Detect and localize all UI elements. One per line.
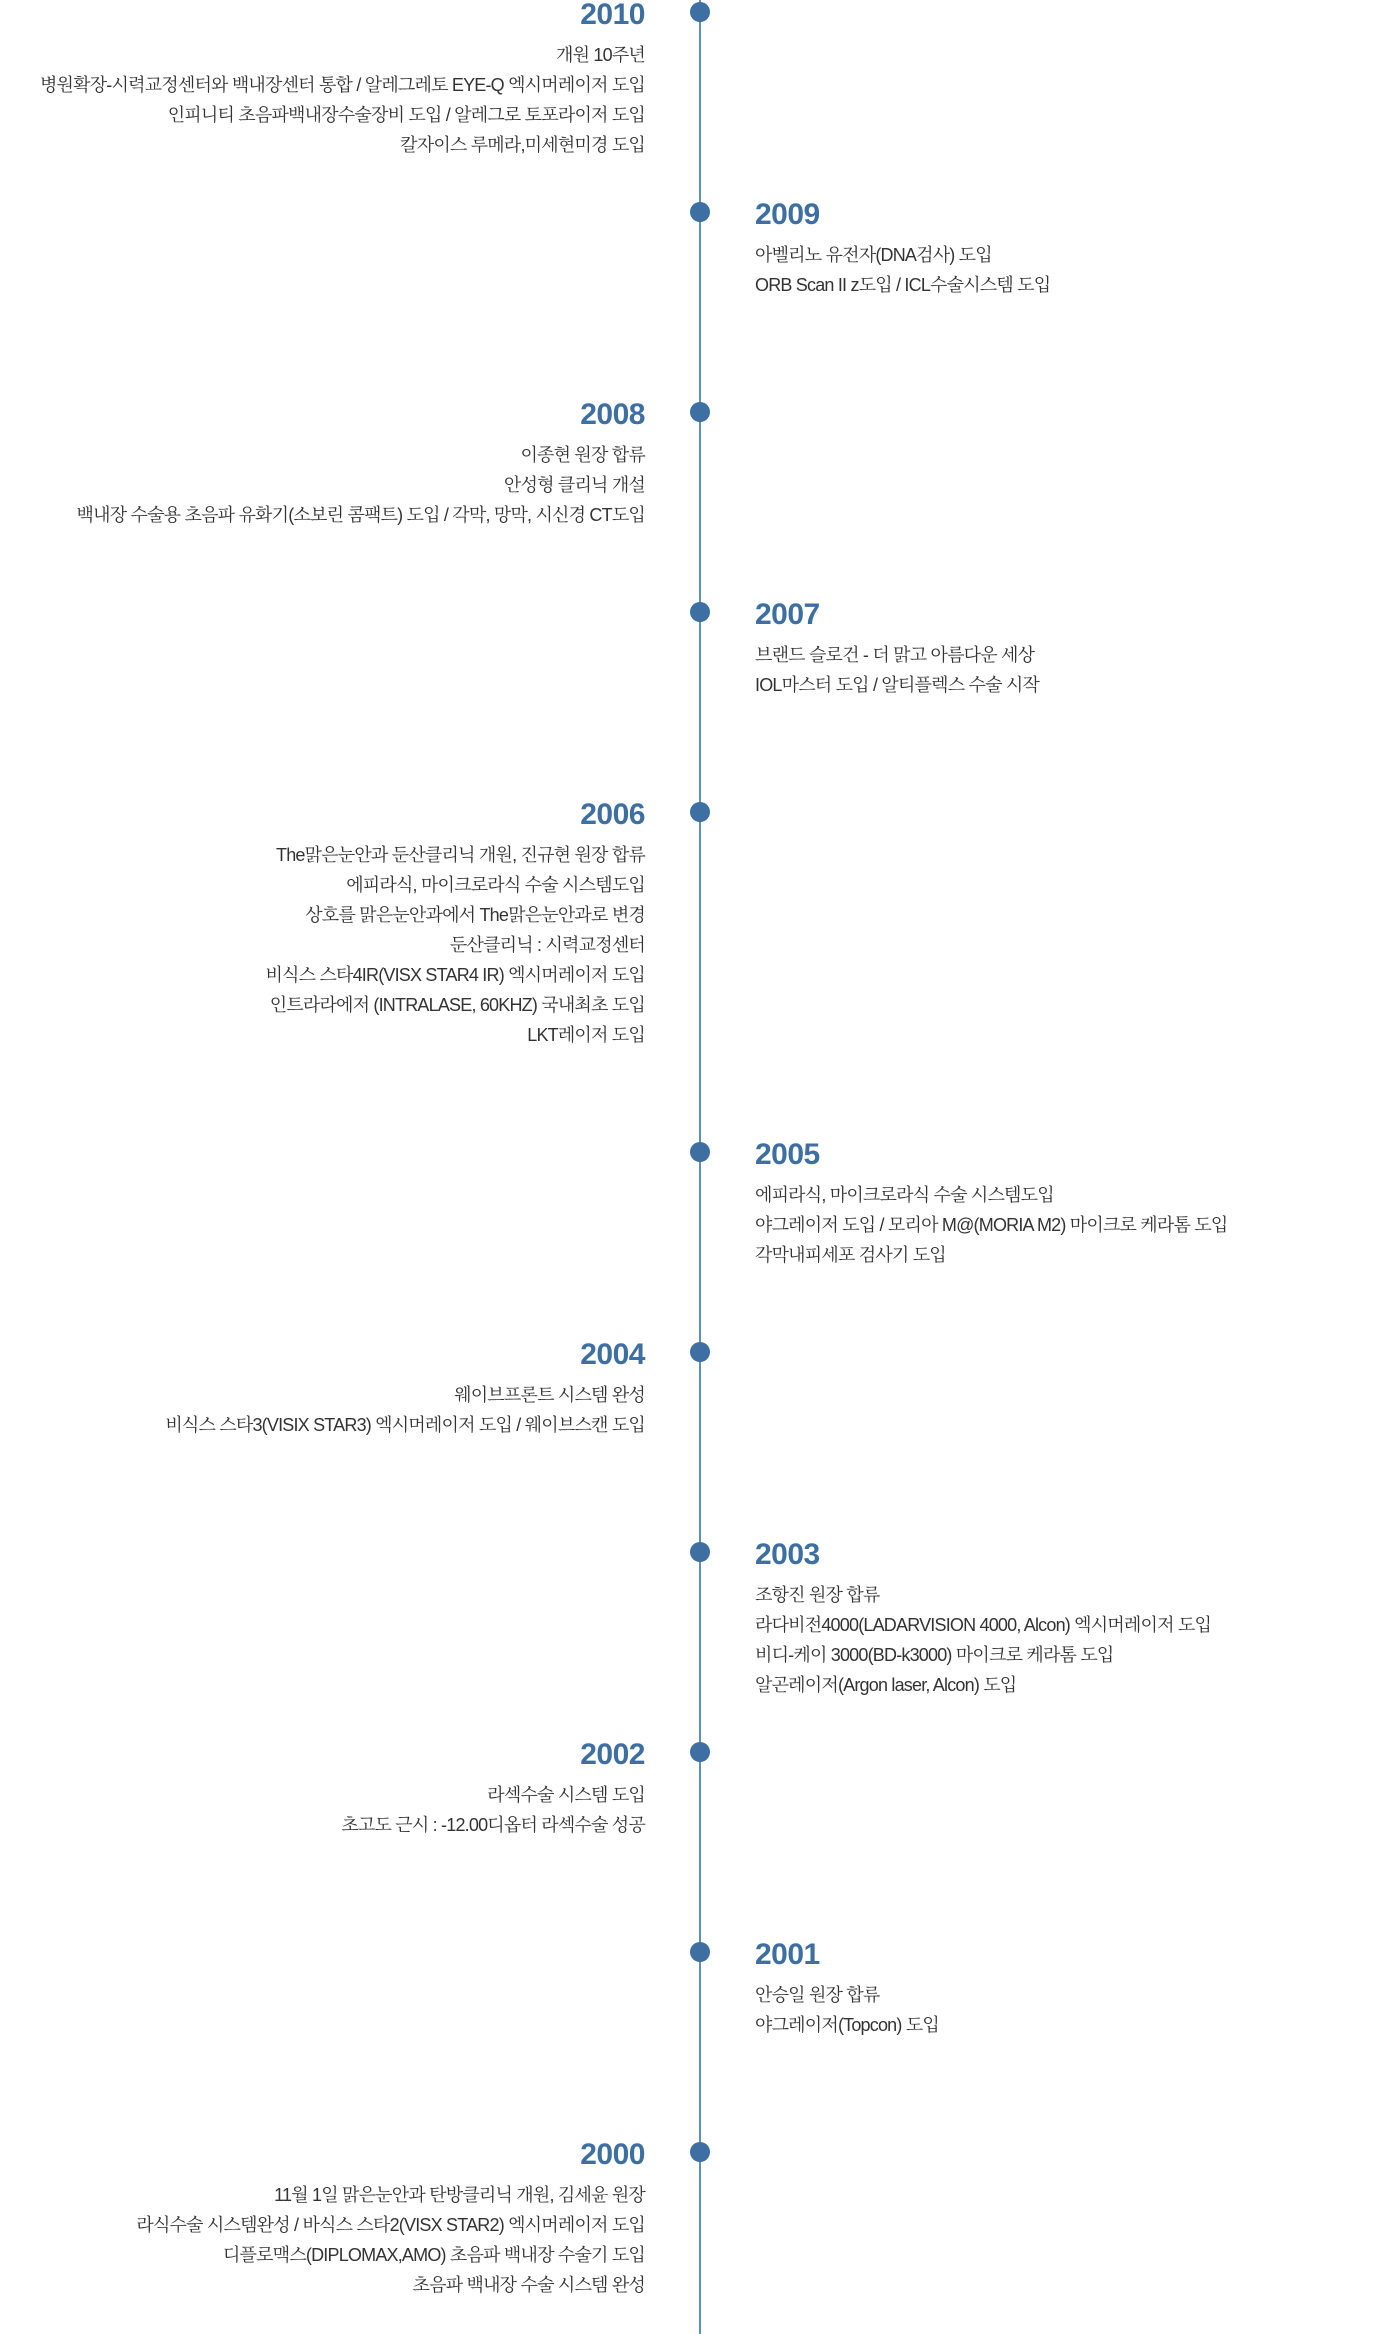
timeline-entry-content [5, 800, 645, 1050]
timeline-entry-content [5, 400, 645, 530]
timeline-item: LKT레이저 도입 [527, 1025, 645, 1045]
timeline-dot-icon [690, 1742, 710, 1762]
timeline-dot-icon [690, 602, 710, 622]
timeline-item: 초음파 백내장 수술 시스템 완성 [412, 2275, 645, 2295]
timeline-entry-content [755, 1940, 1395, 2040]
timeline-item-list [755, 1580, 1395, 1700]
timeline-item: The맑은눈안과 둔산클리닉 개원, 진규현 원장 합류 [276, 845, 645, 865]
timeline-item-list [755, 1980, 1395, 2040]
timeline-entry-content [5, 1340, 645, 1440]
timeline-item: 안성형 클리닉 개설 [503, 475, 645, 495]
timeline-item: 라섹수술 시스템 도입 [487, 1785, 645, 1805]
timeline-dot-icon [690, 2, 710, 22]
timeline-year: 2010 [580, 0, 645, 31]
timeline-axis-line [699, 0, 701, 2334]
timeline-entry-content [755, 200, 1395, 300]
timeline-item: ORB Scan II z도입 / ICL수술시스템 도입 [755, 275, 1051, 295]
timeline-item: 초고도 근시 : -12.00디옵터 라섹수술 성공 [341, 1815, 645, 1835]
timeline-item: 상호를 맑은눈안과에서 The맑은눈안과로 변경 [305, 905, 645, 925]
timeline-dot-icon [690, 1542, 710, 1562]
timeline-item: 각막내피세포 검사기 도입 [755, 1245, 946, 1265]
timeline-item: 에피라식, 마이크로라식 수술 시스템도입 [346, 875, 645, 895]
timeline-item: 브랜드 슬로건 - 더 맑고 아름다운 세상 [755, 645, 1035, 665]
timeline-item-list [5, 440, 645, 530]
timeline-item-list [5, 840, 645, 1050]
timeline-entry-content [5, 0, 645, 160]
timeline-item: 인피니티 초음파백내장수술장비 도입 / 알레그로 토포라이저 도입 [167, 105, 645, 125]
timeline-item: 병원확장-시력교정센터와 백내장센터 통합 / 알레그레토 EYE-Q 엑시머레이저 도입 [39, 75, 645, 95]
timeline-year: 2001 [755, 1938, 820, 1971]
timeline-entry-content [755, 600, 1395, 700]
timeline-year: 2003 [755, 1538, 820, 1571]
timeline-year: 2007 [755, 598, 820, 631]
timeline-item-list [755, 640, 1395, 700]
timeline-item: IOL마스터 도입 / 알티플렉스 수술 시작 [755, 675, 1040, 695]
timeline-dot-icon [690, 402, 710, 422]
timeline-item: 에피라식, 마이크로라식 수술 시스템도입 [755, 1185, 1054, 1205]
timeline-item: 비디-케이 3000(BD-k3000) 마이크로 케라톰 도입 [755, 1645, 1114, 1665]
timeline-dot-icon [690, 2142, 710, 2162]
timeline-dot-icon [690, 1142, 710, 1162]
timeline-item: 이종현 원장 합류 [520, 445, 645, 465]
timeline-item: 라다비전4000(LADARVISION 4000, Alcon) 엑시머레이저 도입 [755, 1615, 1212, 1635]
timeline-dot-icon [690, 202, 710, 222]
timeline-item-list [5, 2180, 645, 2300]
timeline-entry-content [5, 2140, 645, 2300]
timeline-item: 알곤레이저(Argon laser, Alcon) 도입 [755, 1675, 1017, 1695]
timeline-year: 2005 [755, 1138, 820, 1171]
timeline-item: 개원 10주년 [556, 45, 645, 65]
timeline-item-list [5, 40, 645, 160]
timeline-entry-content [755, 1140, 1395, 1270]
timeline-item: 둔산클리닉 : 시력교정센터 [449, 935, 645, 955]
timeline-item: 디플로맥스(DIPLOMAX,AMO) 초음파 백내장 수술기 도입 [222, 2245, 645, 2265]
timeline-item: 라식수술 시스템완성 / 바식스 스타2(VISX STAR2) 엑시머레이저 도입 [136, 2215, 645, 2235]
timeline-item-list [755, 1180, 1395, 1270]
timeline-dot-icon [690, 1342, 710, 1362]
timeline-item: 웨이브프론트 시스템 완성 [454, 1385, 645, 1405]
timeline-item: 비식스 스타3(VISIX STAR3) 엑시머레이저 도입 / 웨이브스캔 도입 [165, 1415, 645, 1435]
timeline-item: 인트라라에저 (INTRALASE, 60KHZ) 국내최초 도입 [269, 995, 645, 1015]
timeline-item-list [5, 1780, 645, 1840]
timeline-item-list [755, 240, 1395, 300]
timeline-item: 아벨리노 유전자(DNA검사) 도입 [755, 245, 992, 265]
timeline-entry-content [755, 1540, 1395, 1700]
timeline-item: 백내장 수술용 초음파 유화기(소보린 콤팩트) 도입 / 각막, 망막, 시신경 CT도입 [76, 505, 645, 525]
timeline-dot-icon [690, 1942, 710, 1962]
timeline-item: 칼자이스 루메라,미세현미경 도입 [400, 135, 645, 155]
timeline-entry-content [5, 1740, 645, 1840]
timeline-year: 2009 [755, 198, 820, 231]
timeline-item: 비식스 스타4IR(VISX STAR4 IR) 엑시머레이저 도입 [265, 965, 645, 985]
timeline-item-list [5, 1380, 645, 1440]
timeline-item: 11월 1일 맑은눈안과 탄방클리닉 개원, 김세윤 원장 [274, 2185, 645, 2205]
timeline-item: 조항진 원장 합류 [755, 1585, 880, 1605]
timeline-year: 2004 [580, 1338, 645, 1371]
timeline-year: 2002 [580, 1738, 645, 1771]
timeline-item: 야그레이저 도입 / 모리아 M@(MORIA M2) 마이크로 케라톰 도입 [755, 1215, 1228, 1235]
timeline-item: 야그레이저(Topcon) 도입 [755, 2015, 939, 2035]
timeline-dot-icon [690, 802, 710, 822]
timeline-year: 2000 [580, 2138, 645, 2171]
timeline-year: 2008 [580, 398, 645, 431]
timeline-year: 2006 [580, 798, 645, 831]
timeline-item: 안승일 원장 합류 [755, 1985, 880, 2005]
